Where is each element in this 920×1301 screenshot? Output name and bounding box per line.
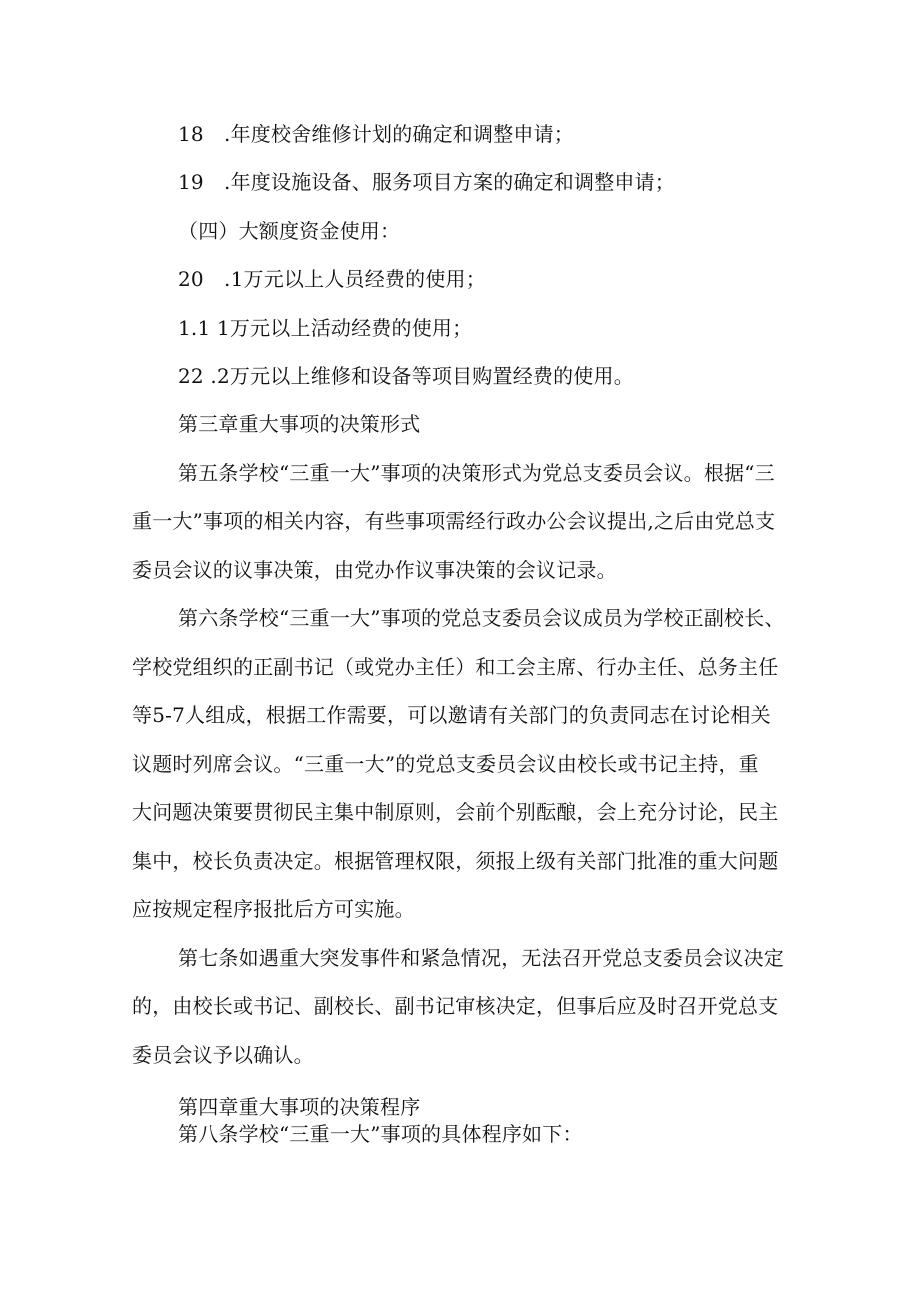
article-six-line-6: 集中，校长负责决定。根据管理权限，须报上级有关部门批准的重大问题	[132, 849, 779, 873]
article-six-line-7: 应按规定程序报批后方可实施。	[132, 897, 415, 921]
article-six-line-1: 第六条学校“三重一大”事项的党总支委员会议成员为学校正副校长、	[178, 606, 785, 630]
article-six-line-2: 学校党组织的正副书记（或党办主任）和工会主席、行办主任、总务主任	[132, 655, 779, 679]
item-22: 22 .2万元以上维修和设备等项目购置经费的使用。	[178, 364, 634, 388]
article-eight-line-1: 第八条学校“三重一大”事项的具体程序如下：	[178, 1122, 583, 1146]
item-21: 1.1 1万元以上活动经费的使用；	[178, 316, 473, 340]
item-18: 18 .年度校舍维修计划的确定和调整申请；	[178, 122, 575, 146]
article-six-line-4: 议题时列席会议。“三重一大”的党总支委员会议由校长或书记主持，重	[132, 752, 759, 776]
chapter-four-heading: 第四章重大事项的决策程序	[178, 1095, 421, 1119]
article-six-line-3: 等5-7人组成，根据工作需要，可以邀请有关部门的负责同志在讨论相关	[132, 703, 771, 727]
chapter-three-heading: 第三章重大事项的决策形式	[178, 412, 421, 436]
item-20: 20 .1万元以上人员经费的使用；	[178, 267, 486, 291]
article-seven-line-2: 的，由校长或书记、副校长、副书记审核决定，但事后应及时召开党总支	[132, 994, 779, 1018]
article-five-line-3: 委员会议的议事决策，由党办作议事决策的会议记录。	[132, 558, 617, 582]
article-five-line-1: 第五条学校“三重一大”事项的决策形式为党总支委员会议。根据“三	[178, 461, 775, 485]
article-six-line-5: 大问题决策要贯彻民主集中制原则，会前个别酝酿，会上充分讨论，民主	[132, 800, 779, 824]
item-19: 19 .年度设施设备、服务项目方案的确定和调整申请；	[178, 170, 676, 194]
article-five-line-2: 重一大”事项的相关内容，有些事项需经行政办公会议提出,之后由党总支	[132, 509, 776, 533]
article-seven-line-3: 委员会议予以确认。	[132, 1043, 314, 1067]
article-seven-line-1: 第七条如遇重大突发事件和紧急情况，无法召开党总支委员会议决定	[178, 946, 784, 970]
section-four-heading: （四）大额度资金使用：	[178, 219, 401, 243]
